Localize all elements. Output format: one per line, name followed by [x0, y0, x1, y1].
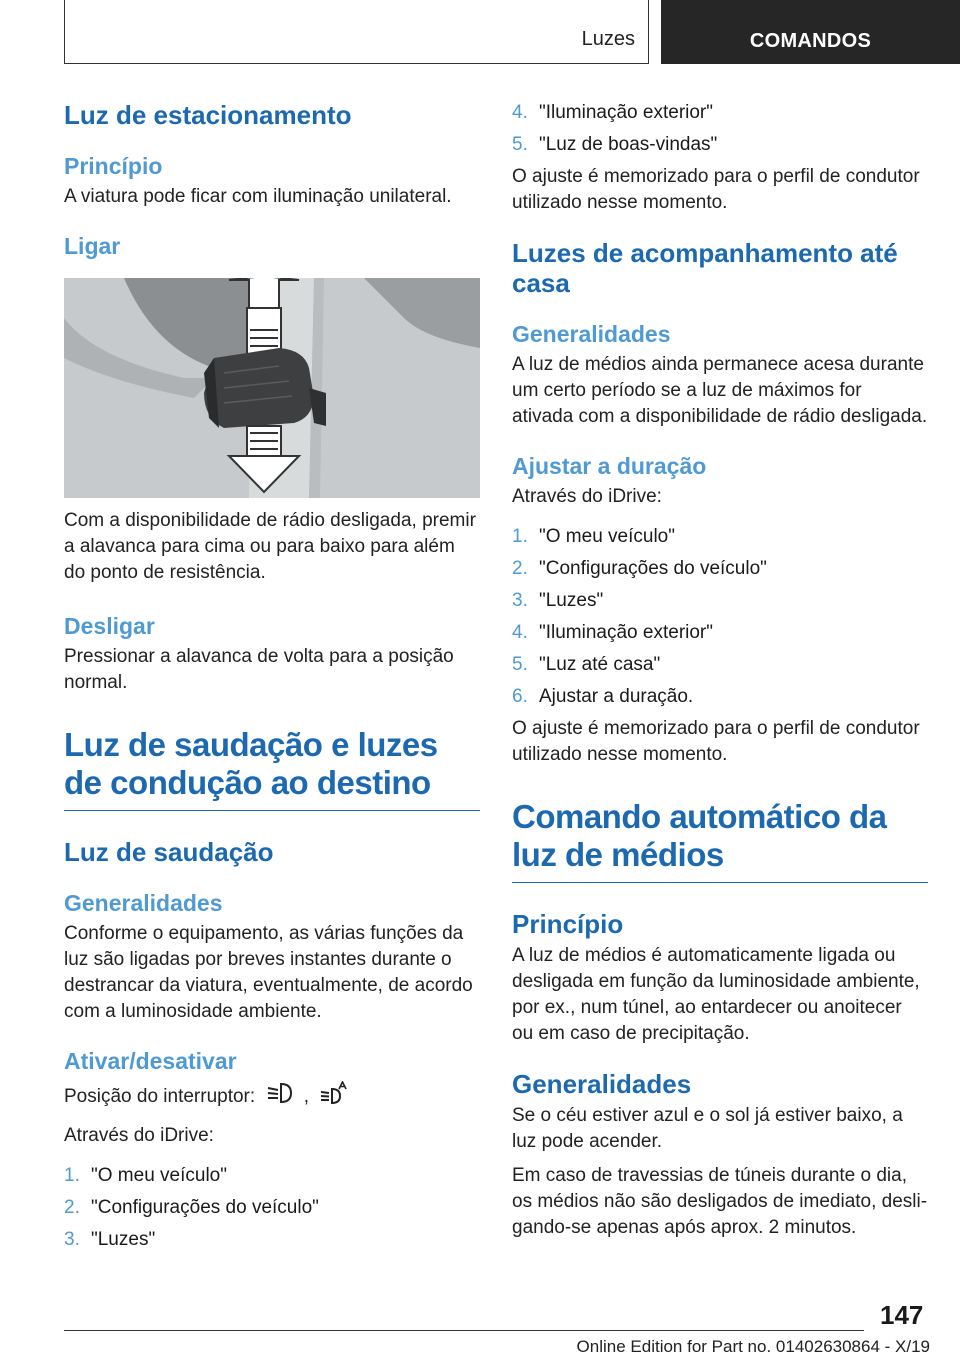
lever-illustration	[64, 278, 480, 498]
switch-position-separator: ,	[303, 1086, 310, 1108]
heading-principle: Princípio	[64, 153, 163, 179]
list-item: 1. "O meu veículo"	[64, 1165, 227, 1186]
heading-switch-off: Desligar	[64, 613, 155, 639]
left-column	[64, 100, 480, 1259]
heading-auto-low-beam: Comando automático da luz de médios	[512, 798, 928, 883]
heading-welcome-main: Luz de saudação e luzes de condução ao destino	[64, 726, 480, 811]
list-item: 1. "O meu veículo"	[512, 526, 675, 547]
heading-general: Generalidades	[64, 890, 223, 916]
text-idrive: Através do iDrive:	[512, 486, 662, 507]
heading-general-2: Generalidades	[512, 1069, 692, 1099]
text-general: Conforme o equipamento, as várias funções da luz são ligadas por breves instantes durante o destrancar da viatura, eventualmente, de acordo com a luminosidade ambiente.	[64, 923, 473, 1022]
text-memo-1: O ajuste é memorizado para o perfil de condutor utilizado nesse momento.	[512, 166, 920, 213]
low-beam-icon	[264, 1082, 294, 1112]
heading-toggle: Ativar/desativar	[64, 1048, 237, 1074]
text-switch-on: Com a disponibilidade de rádio desligada, premir a alavanca para cima ou para baixo para além do ponto de resistência.	[64, 510, 476, 583]
header-section-title: Luzes	[581, 28, 635, 50]
text-principle: A luz de médios é automaticamente ligada ou desligada em função da luminosidade ambiente, por ex., num túnel, ao entardecer ou anoitecer ou em caso de precipitação.	[512, 945, 920, 1044]
text-general-2a: Se o céu estiver azul e o sol já estiver baixo, a luz pode acender.	[512, 1105, 903, 1152]
right-steps-top	[512, 100, 928, 158]
footer-edition: Online Edition for Part no. 01402630864 - X/19	[576, 1337, 930, 1356]
heading-parking-light: Luz de estacionamento	[64, 100, 352, 130]
text-general: A luz de médios ainda permanece acesa durante um certo período se a luz de máximos for ativada com a disponibilidade de rádio desligada.	[512, 354, 928, 427]
list-item: 2. "Configurações do veículo"	[512, 558, 767, 579]
list-item: 3. "Luzes"	[64, 1229, 156, 1250]
heading-principle: Princípio	[512, 909, 624, 939]
heading-welcome-light: Luz de saudação	[64, 837, 274, 867]
list-item: 6. Ajustar a duração.	[512, 686, 694, 707]
list-item: 5. "Luz de boas-vindas"	[512, 134, 718, 155]
right-column	[512, 100, 928, 1241]
text-switch-off: Pressionar a alavanca de volta para a posição normal.	[64, 646, 454, 693]
footer-rule	[64, 1330, 864, 1331]
text-principle: A viatura pode ficar com iluminação unilateral.	[64, 186, 452, 207]
header-chapter-tab: COMANDOS	[661, 0, 960, 64]
list-item: 2. "Configurações do veículo"	[64, 1197, 319, 1218]
heading-follow-me-home: Luzes de acompanhamento até casa	[512, 238, 898, 298]
right-steps-list	[512, 524, 928, 710]
text-idrive: Através do iDrive:	[64, 1125, 214, 1146]
page-number: 147	[880, 1300, 924, 1330]
list-item: 4. "Iluminação exterior"	[512, 102, 714, 123]
auto-light-icon	[318, 1081, 348, 1113]
left-steps-list	[64, 1163, 480, 1253]
list-item: 4. "Iluminação exterior"	[512, 622, 714, 643]
list-item: 5. "Luz até casa"	[512, 654, 661, 675]
heading-switch-on: Ligar	[64, 233, 121, 259]
text-general-2b: Em caso de travessias de túneis durante o dia, os médios não são desligados de imediato, desli-gando-se apenas após aprox. 2 minutos.	[512, 1165, 928, 1238]
lever-image	[64, 278, 480, 498]
list-item: 3. "Luzes"	[512, 590, 604, 611]
heading-general: Generalidades	[512, 321, 671, 347]
text-switch-position	[64, 1081, 480, 1113]
switch-position-label: Posição do interruptor:	[64, 1086, 256, 1108]
heading-duration: Ajustar a duração	[512, 453, 707, 479]
text-memo-2: O ajuste é memorizado para o perfil de condutor utilizado nesse momento.	[512, 718, 920, 765]
header-frame	[64, 0, 649, 64]
